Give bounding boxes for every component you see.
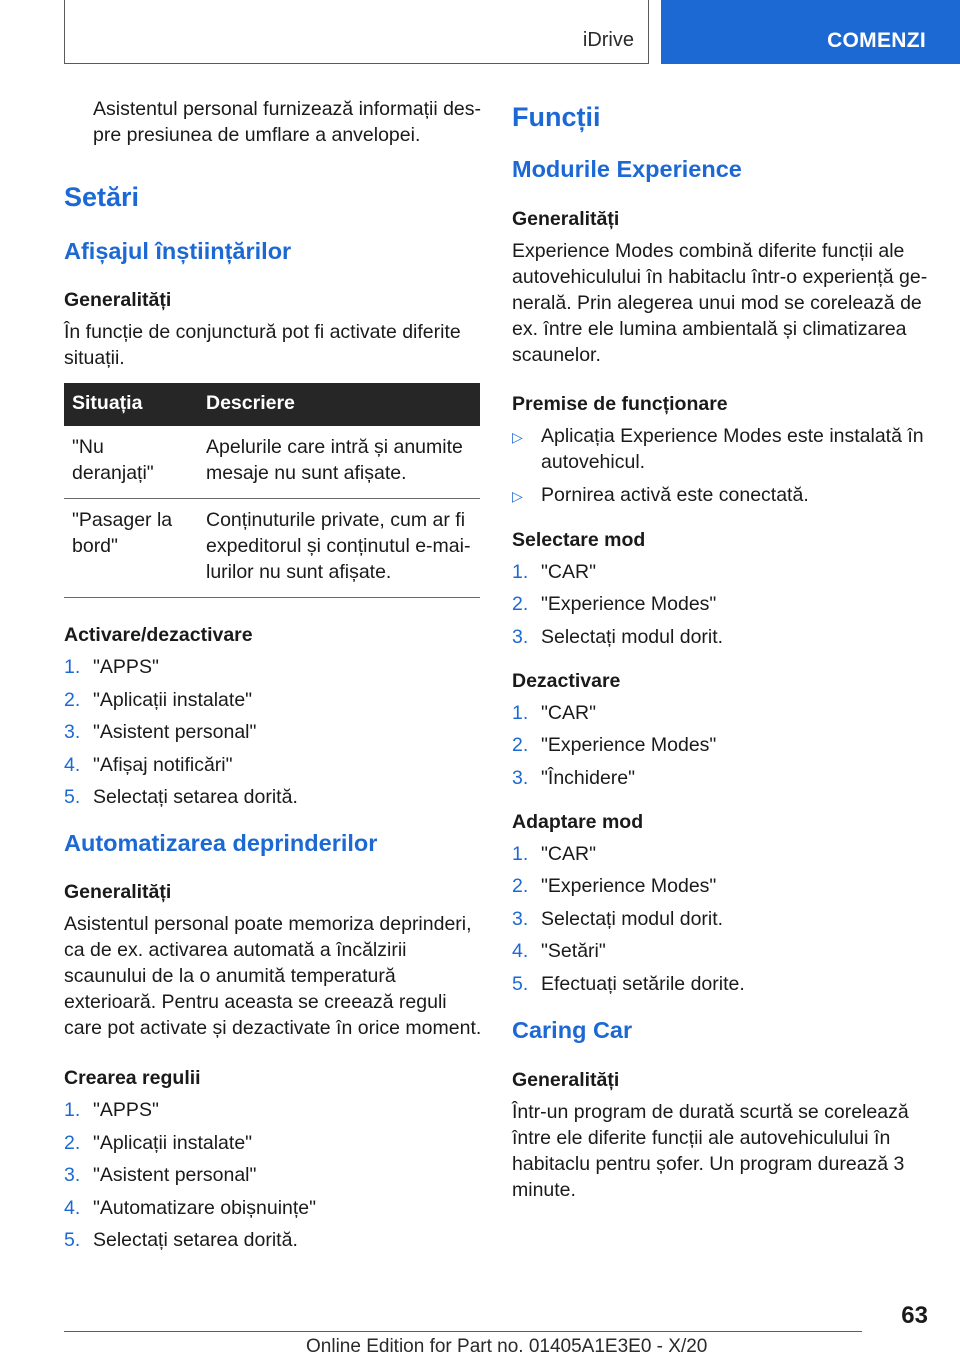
step-number: 1. <box>512 560 529 583</box>
table-row <box>64 426 480 499</box>
bullet-text: Aplicația Experience Modes este instalată în autovehicul. <box>541 425 924 473</box>
triangle-bullet-icon: ▷ <box>512 487 523 504</box>
step-number: 3. <box>64 1164 81 1186</box>
table-row <box>64 499 480 598</box>
list-item <box>512 938 932 964</box>
adapt-steps <box>512 841 932 997</box>
step-number: 3. <box>512 907 529 930</box>
step-number: 4. <box>64 1196 81 1219</box>
step-text: "Automatizare obișnuințe" <box>93 1196 317 1219</box>
step-text: Selectați modul dorit. <box>541 625 724 648</box>
step-text: "Experience Modes" <box>541 875 717 897</box>
list-item <box>512 906 932 932</box>
list-item <box>512 971 932 997</box>
step-number: 5. <box>64 786 81 808</box>
table-cell: Conținuturile private, cum ar fi expeditorul și conținutul e-mailurilor nu sunt afișate. <box>198 499 480 598</box>
header-tab-idrive-label: iDrive <box>582 29 634 51</box>
activation-steps <box>64 654 484 810</box>
step-text: Selectați modul dorit. <box>541 907 724 930</box>
step-text: Selectați setarea dorită. <box>93 1229 298 1251</box>
step-number: 2. <box>512 593 529 615</box>
step-text: "Aplicații instalate" <box>93 1131 253 1154</box>
step-text: "Setări" <box>541 940 606 962</box>
heading-caring-car: Caring Car <box>512 1016 633 1043</box>
subheading-dezactivare: Dezactivare <box>512 669 621 692</box>
subheading-activare-dezactivare: Activare/dezactivare <box>64 624 253 646</box>
list-item <box>64 1130 484 1156</box>
list-item <box>64 719 484 745</box>
step-text: "APPS" <box>93 1099 159 1121</box>
footer-divider <box>64 1331 862 1332</box>
list-item <box>512 873 932 899</box>
intro-paragraph: Asistentul personal furnizează informații despre presiunea de umflare a anvelopei. <box>93 98 482 146</box>
heading-setari: Setări <box>64 182 140 212</box>
step-text: "Afișaj notificări" <box>93 753 233 776</box>
list-item <box>512 591 932 617</box>
step-text: "CAR" <box>541 560 597 583</box>
table-header-cell: Situația <box>64 383 198 426</box>
header-tab-comenzi-label: COMENZI <box>827 29 926 52</box>
subheading-generalitati: Generalități <box>64 289 172 311</box>
step-number: 4. <box>64 753 81 776</box>
step-number: 2. <box>512 734 529 756</box>
header-tab-comenzi <box>661 0 960 64</box>
list-item <box>512 765 932 791</box>
step-number: 4. <box>512 940 529 962</box>
step-number: 2. <box>64 1131 81 1154</box>
general-text: În funcție de conjunctură pot fi activate diferite situații. <box>64 321 461 369</box>
heading-modurile-experience: Modurile Experience <box>512 156 742 182</box>
list-item <box>64 1162 484 1188</box>
list-item <box>64 1195 484 1221</box>
header-tab-idrive <box>64 0 649 64</box>
subheading-adaptare-mod: Adaptare mod <box>512 810 644 833</box>
subheading-generalitati: Generalități <box>64 881 172 903</box>
general-text: Experience Modes combină diferite funcții ale autovehiculului în habitaclu într-o experiență generală. Prin alegerea unui mod se corelează de ex. între ele lumina ambientală și climatizarea scaunelor. <box>512 240 928 366</box>
bullet-text: Pornirea activă este conectată. <box>541 483 809 506</box>
step-text: "Închidere" <box>541 766 636 789</box>
step-text: "Experience Modes" <box>541 593 717 615</box>
deactivate-steps <box>512 700 932 791</box>
heading-functii: Funcții <box>512 102 601 132</box>
step-number: 1. <box>512 701 529 724</box>
step-number: 1. <box>64 1099 81 1121</box>
subheading-premise-de-functionare: Premise de funcționare <box>512 393 728 415</box>
premise-list <box>512 423 932 509</box>
page-number: 63 <box>901 1302 928 1329</box>
step-text: "Asistent personal" <box>93 1164 257 1186</box>
table-header-cell: Descriere <box>198 383 480 426</box>
select-steps <box>512 559 932 650</box>
table-cell: Apelurile care intră și anumite mesaje nu sunt afișate. <box>198 426 480 499</box>
step-number: 5. <box>64 1229 81 1251</box>
step-number: 3. <box>64 721 81 743</box>
step-text: Selectați setarea dorită. <box>93 786 298 808</box>
situations-table <box>64 383 480 598</box>
list-item <box>64 784 484 810</box>
triangle-bullet-icon: ▷ <box>512 429 523 445</box>
subheading-generalitati: Generalități <box>512 208 620 230</box>
list-item <box>64 752 484 778</box>
list-item <box>64 1227 484 1253</box>
list-item <box>512 559 932 585</box>
subheading-generalitati: Generalități <box>512 1068 620 1091</box>
table-cell: "Pasager la bord" <box>64 499 198 598</box>
step-number: 2. <box>64 688 81 711</box>
subheading-crearea-regulii: Crearea regulii <box>64 1067 201 1089</box>
list-item <box>64 687 484 713</box>
list-item <box>512 423 932 475</box>
step-text: "Asistent personal" <box>93 721 257 743</box>
step-text: "Aplicații instalate" <box>93 688 253 711</box>
list-item <box>512 624 932 650</box>
list-item <box>64 654 484 680</box>
step-number: 1. <box>512 842 529 865</box>
step-number: 1. <box>64 656 81 678</box>
table-cell: "Nu deranjați" <box>64 426 198 499</box>
right-column <box>512 96 932 1203</box>
footer-edition: Online Edition for Part no. 01405A1E3E0 - X/20 <box>306 1336 708 1357</box>
step-number: 2. <box>512 875 529 897</box>
step-text: "CAR" <box>541 842 597 865</box>
table-header-row <box>64 383 480 426</box>
list-item <box>512 700 932 726</box>
general-text: Asistentul personal poate memoriza deprinderi, ca de ex. activarea automată a încălzirii scaunului de la o anumită temperatură exterioară. Pentru aceasta se creează reguli care pot activate și dezactivate în orice moment. <box>64 913 482 1039</box>
step-number: 3. <box>512 625 529 648</box>
step-number: 3. <box>512 766 529 789</box>
rule-steps <box>64 1097 484 1253</box>
step-text: "CAR" <box>541 701 597 724</box>
step-text: "Experience Modes" <box>541 734 717 756</box>
list-item <box>64 1097 484 1123</box>
list-item <box>512 732 932 758</box>
heading-afisajul-instiintarilor: Afișajul înștiințărilor <box>64 238 292 264</box>
subheading-selectare-mod: Selectare mod <box>512 528 646 551</box>
general-text: Într-un program de durată scurtă se corelează între ele diferite funcții ale autovehiculului în habitaclu pentru șofer. Un program durează 3 minute. <box>512 1100 909 1201</box>
heading-automatizarea-deprinderilor: Automatizarea deprinderilor <box>64 830 378 856</box>
step-text: "APPS" <box>93 656 159 678</box>
left-column <box>64 96 484 1260</box>
list-item <box>512 841 932 867</box>
step-text: Efectuați setările dorite. <box>541 972 745 995</box>
step-number: 5. <box>512 972 529 995</box>
list-item <box>512 482 932 509</box>
